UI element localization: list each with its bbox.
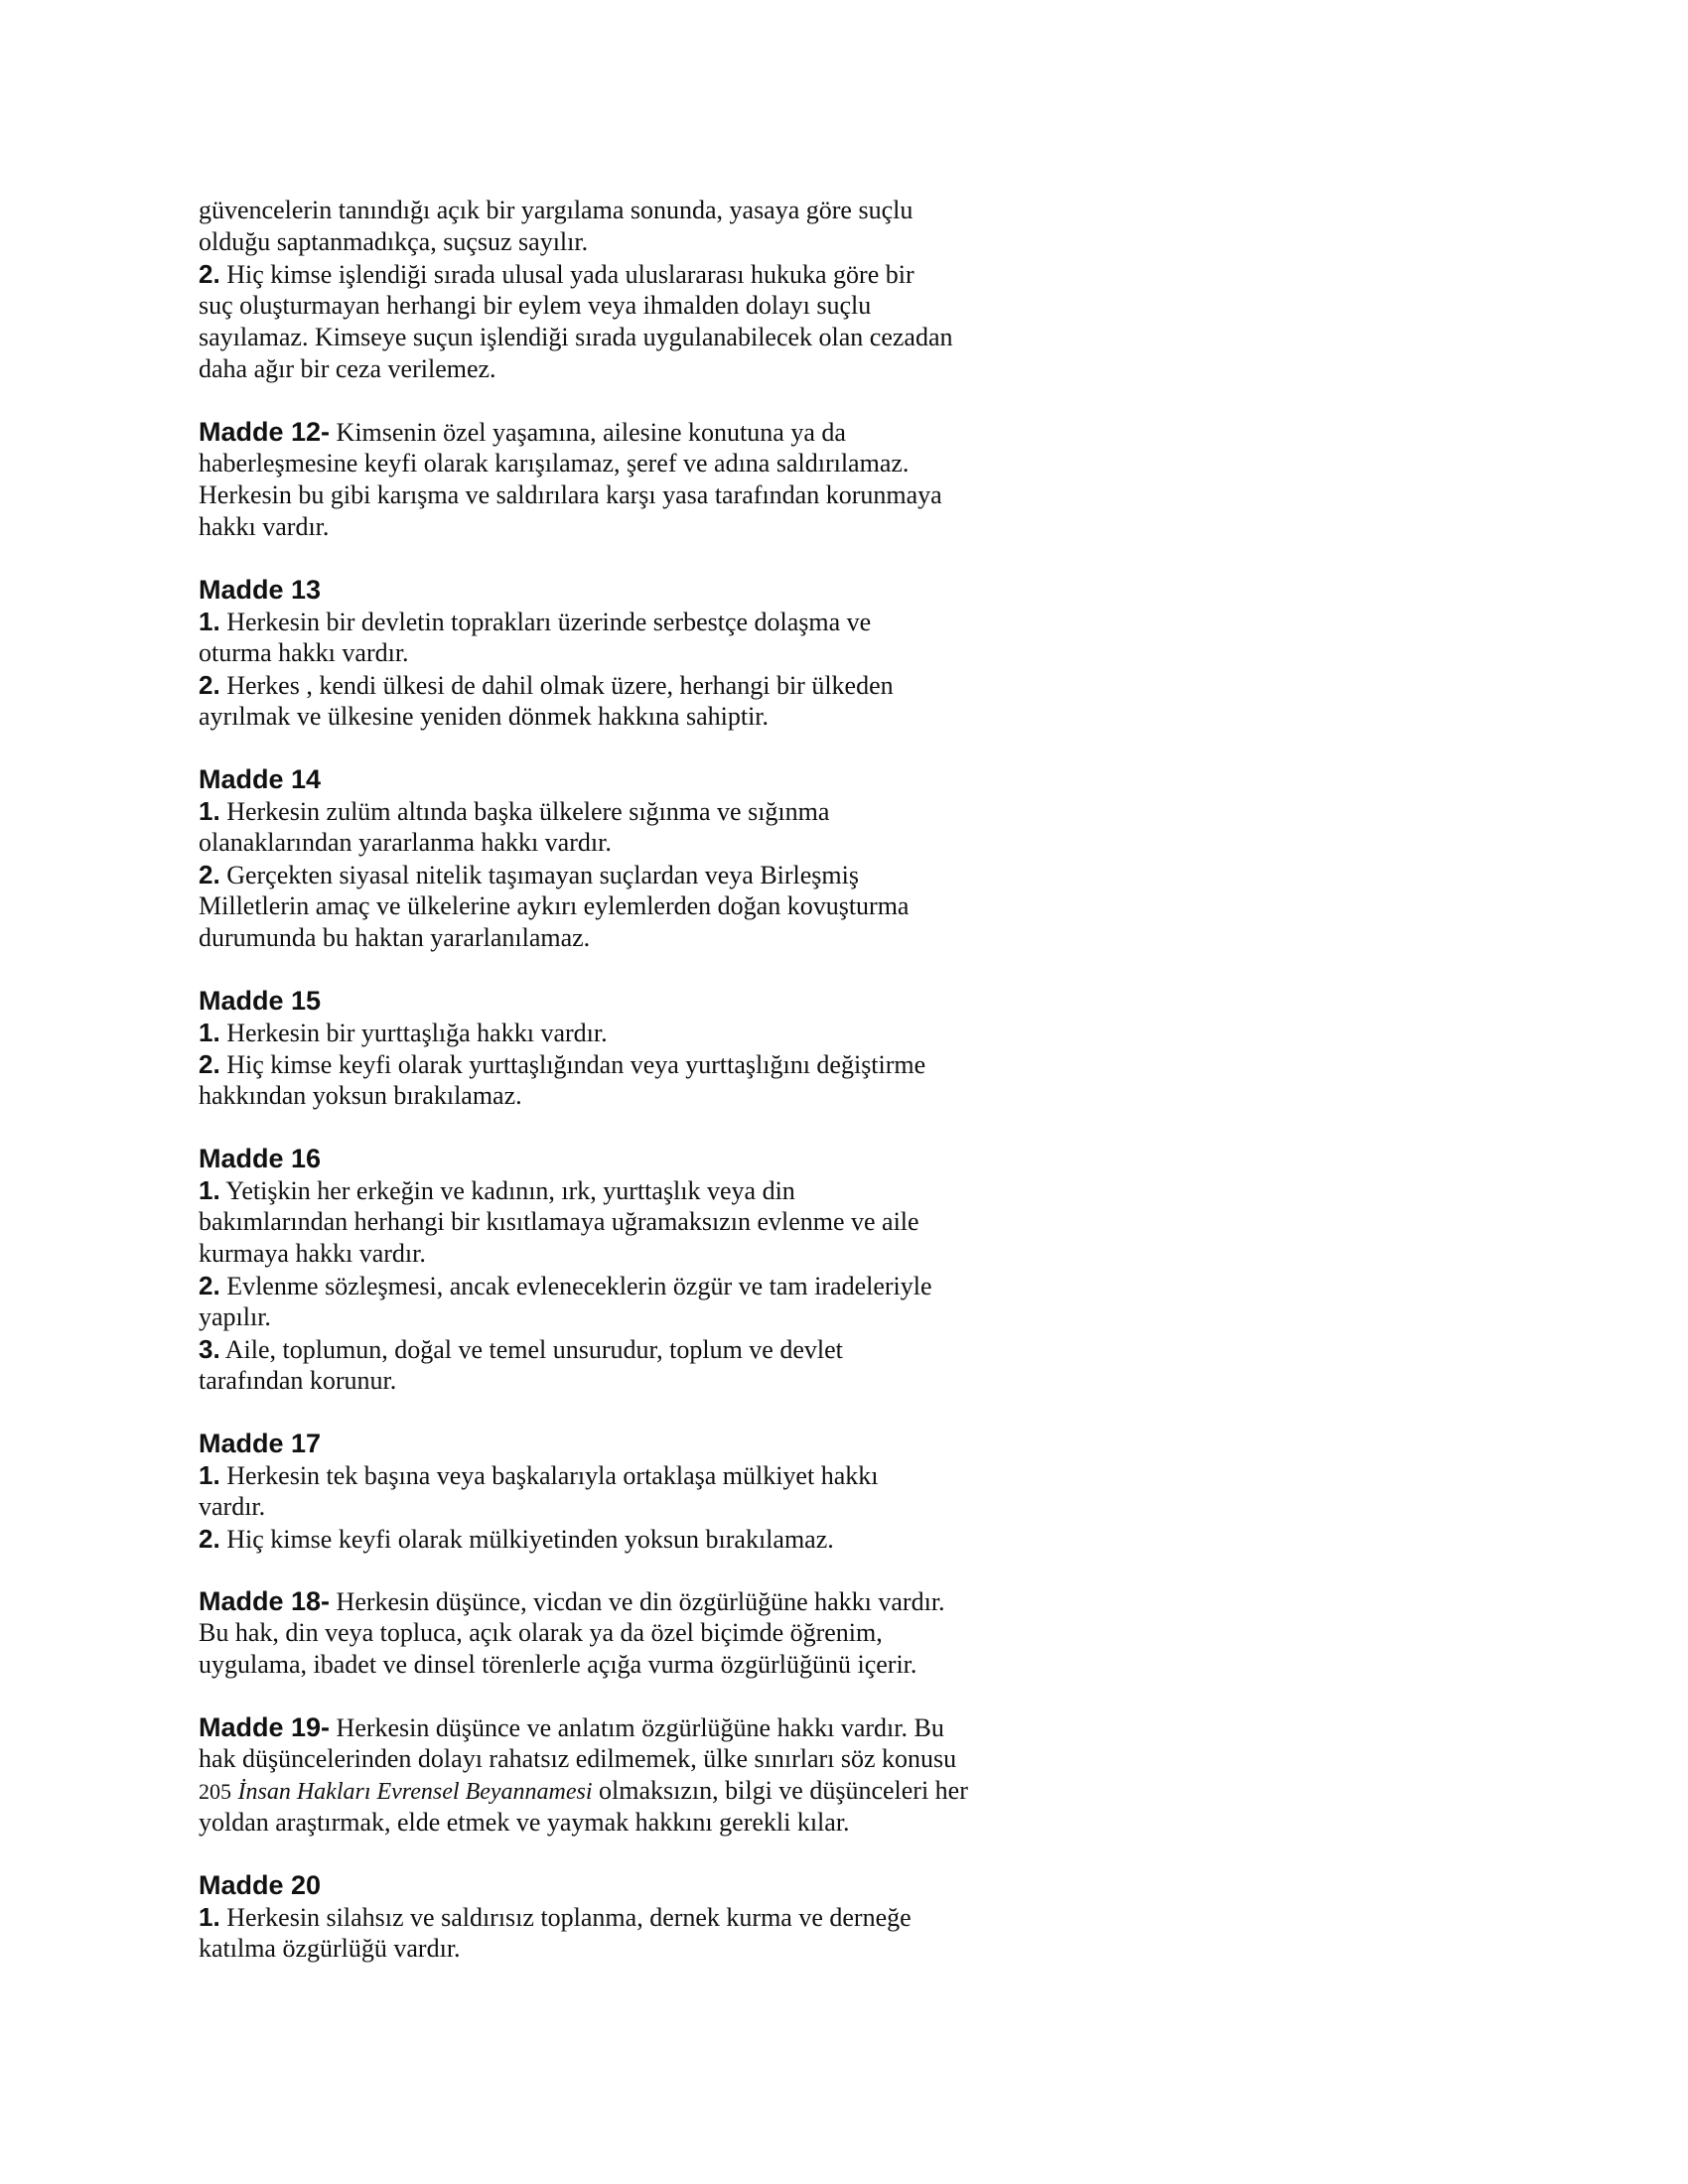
- text-line: Aile, toplumun, doğal ve temel unsurudur, toplum ve devlet: [219, 1335, 843, 1364]
- text-line: Milletlerin amaç ve ülkelerine aykırı eylemlerden doğan kovuşturma: [199, 891, 910, 920]
- running-title: İnsan Hakları Evrensel Beyannamesi: [237, 1779, 593, 1805]
- paragraph-number: 2.: [199, 860, 220, 889]
- document-page: [199, 195, 1152, 1965]
- article-heading: Madde 17: [199, 1429, 322, 1458]
- page-number: 205: [199, 1779, 231, 1804]
- text-line: Hiç kimse keyfi olarak yurttaşlığından veya yurttaşlığını değiştirme: [219, 1050, 926, 1079]
- text-line: güvencelerin tanındığı açık bir yargılama sonunda, yasaya göre suçlu: [199, 196, 914, 224]
- text-line: olanaklarından yararlanma hakkı vardır.: [199, 828, 612, 857]
- paragraph-number: 1.: [199, 1175, 220, 1205]
- text-line: Evlenme sözleşmesi, ancak evleneceklerin özgür ve tam iradeleriyle: [219, 1272, 932, 1300]
- paragraph-number: 2.: [199, 1271, 220, 1300]
- text-line: sayılamaz. Kimseye suçun işlendiği sırada uygulanabilecek olan cezadan: [199, 323, 953, 351]
- text-line: yoldan araştırmak, elde etmek ve yaymak hakkını gerekli kılar.: [199, 1808, 850, 1837]
- paragraph-number: 1.: [199, 607, 220, 636]
- text-line: hakkı vardır.: [199, 512, 330, 541]
- text-line: Hiç kimse keyfi olarak mülkiyetinden yoksun bırakılamaz.: [219, 1525, 834, 1554]
- text-line: Gerçekten siyasal nitelik taşımayan suçlardan veya Birleşmiş: [219, 861, 859, 889]
- paragraph-2: [199, 258, 1152, 290]
- text-line: daha ağır bir ceza verilemez.: [199, 354, 496, 383]
- text-line: Yetişkin her erkeğin ve kadının, ırk, yurttaşlık veya din: [219, 1176, 795, 1205]
- article-14: [199, 763, 1152, 954]
- text-line: yapılır.: [199, 1302, 271, 1331]
- paragraph-number: 2.: [199, 1524, 220, 1554]
- article-20: [199, 1869, 1152, 1965]
- text-line: suç oluşturmayan herhangi bir eylem veya ihmalden dolayı suçlu: [199, 291, 872, 320]
- text-line: uygulama, ibadet ve dinsel törenlerle açığa vurma özgürlüğünü içerir.: [199, 1650, 917, 1679]
- text-line: Herkesin zulüm altında başka ülkelere sığınma ve sığınma: [219, 797, 830, 826]
- text-line: Herkesin bu gibi karışma ve saldırılara karşı yasa tarafından korunmaya: [199, 480, 942, 509]
- text-line: Hiç kimse işlendiği sırada ulusal yada uluslararası hukuka göre bir: [219, 260, 914, 289]
- text-line: olduğu saptanmadıkça, suçsuz sayılır.: [199, 227, 589, 256]
- article-heading: Madde 20: [199, 1870, 322, 1900]
- paragraph-number: 1.: [199, 1018, 220, 1047]
- paragraph-number: 1.: [199, 796, 220, 826]
- text-line: Herkesin silahsız ve saldırısız toplanma, dernek kurma ve derneğe: [219, 1903, 912, 1932]
- article-heading: Madde 14: [199, 764, 322, 794]
- text-line: Herkesin tek başına veya başkalarıyla ortaklaşa mülkiyet hakkı: [219, 1461, 879, 1490]
- article-heading: Madde 12-: [199, 417, 331, 447]
- text-line: haberleşmesine keyfi olarak karışılamaz, şeref ve adına saldırılamaz.: [199, 449, 910, 478]
- article-16: [199, 1143, 1152, 1397]
- text-line: oturma hakkı vardır.: [199, 638, 409, 667]
- text-line: kurmaya hakkı vardır.: [199, 1239, 426, 1268]
- article-heading: Madde 16: [199, 1144, 322, 1173]
- text-line: Herkes , kendi ülkesi de dahil olmak üzere, herhangi bir ülkeden: [219, 671, 894, 700]
- text-line: Kimsenin özel yaşamına, ailesine konutuna ya da: [330, 418, 846, 447]
- text-line: hak düşüncelerinden dolayı rahatsız edilmemek, ülke sınırları söz konusu: [199, 1744, 957, 1773]
- paragraph-number: 2.: [199, 670, 220, 700]
- text-line: Herkesin bir yurttaşlığa hakkı vardır.: [219, 1019, 608, 1047]
- article-13: [199, 574, 1152, 733]
- text-line: Herkesin düşünce ve anlatım özgürlüğüne hakkı vardır. Bu: [330, 1713, 944, 1742]
- text-line: olmaksızın, bilgi ve düşünceleri her: [592, 1776, 968, 1805]
- paragraph-number: 2.: [199, 259, 220, 289]
- text-line: Herkesin bir devletin toprakları üzerinde serbestçe dolaşma ve: [219, 608, 872, 636]
- article-heading: Madde 15: [199, 986, 322, 1016]
- text-line: bakımlarından herhangi bir kısıtlamaya uğramaksızın evlenme ve aile: [199, 1207, 919, 1236]
- paragraph-number: 1.: [199, 1902, 220, 1932]
- text-line: tarafından korunur.: [199, 1366, 397, 1395]
- paragraph-number: 1.: [199, 1460, 220, 1490]
- text-line: vardır.: [199, 1492, 266, 1521]
- paragraph-number: 3.: [199, 1334, 220, 1364]
- article-12: [199, 416, 1152, 543]
- text-line: durumunda bu haktan yararlanılamaz.: [199, 923, 591, 952]
- article-heading: Madde 19-: [199, 1712, 331, 1742]
- article-heading: Madde 18-: [199, 1586, 331, 1616]
- article-heading: Madde 13: [199, 575, 322, 605]
- text-line: katılma özgürlüğü vardır.: [199, 1934, 461, 1963]
- text-line: hakkından yoksun bırakılamaz.: [199, 1081, 522, 1110]
- article-19: [199, 1711, 1152, 1839]
- article-18: [199, 1585, 1152, 1681]
- text-line: Herkesin düşünce, vicdan ve din özgürlüğüne hakkı vardır.: [330, 1587, 945, 1616]
- text-line: Bu hak, din veya topluca, açık olarak ya da özel biçimde öğrenim,: [199, 1618, 883, 1647]
- article-11-continuation: [199, 195, 1152, 385]
- paragraph-number: 2.: [199, 1049, 220, 1079]
- article-15: [199, 985, 1152, 1112]
- text-line: ayrılmak ve ülkesine yeniden dönmek hakkına sahiptir.: [199, 702, 770, 731]
- article-17: [199, 1428, 1152, 1555]
